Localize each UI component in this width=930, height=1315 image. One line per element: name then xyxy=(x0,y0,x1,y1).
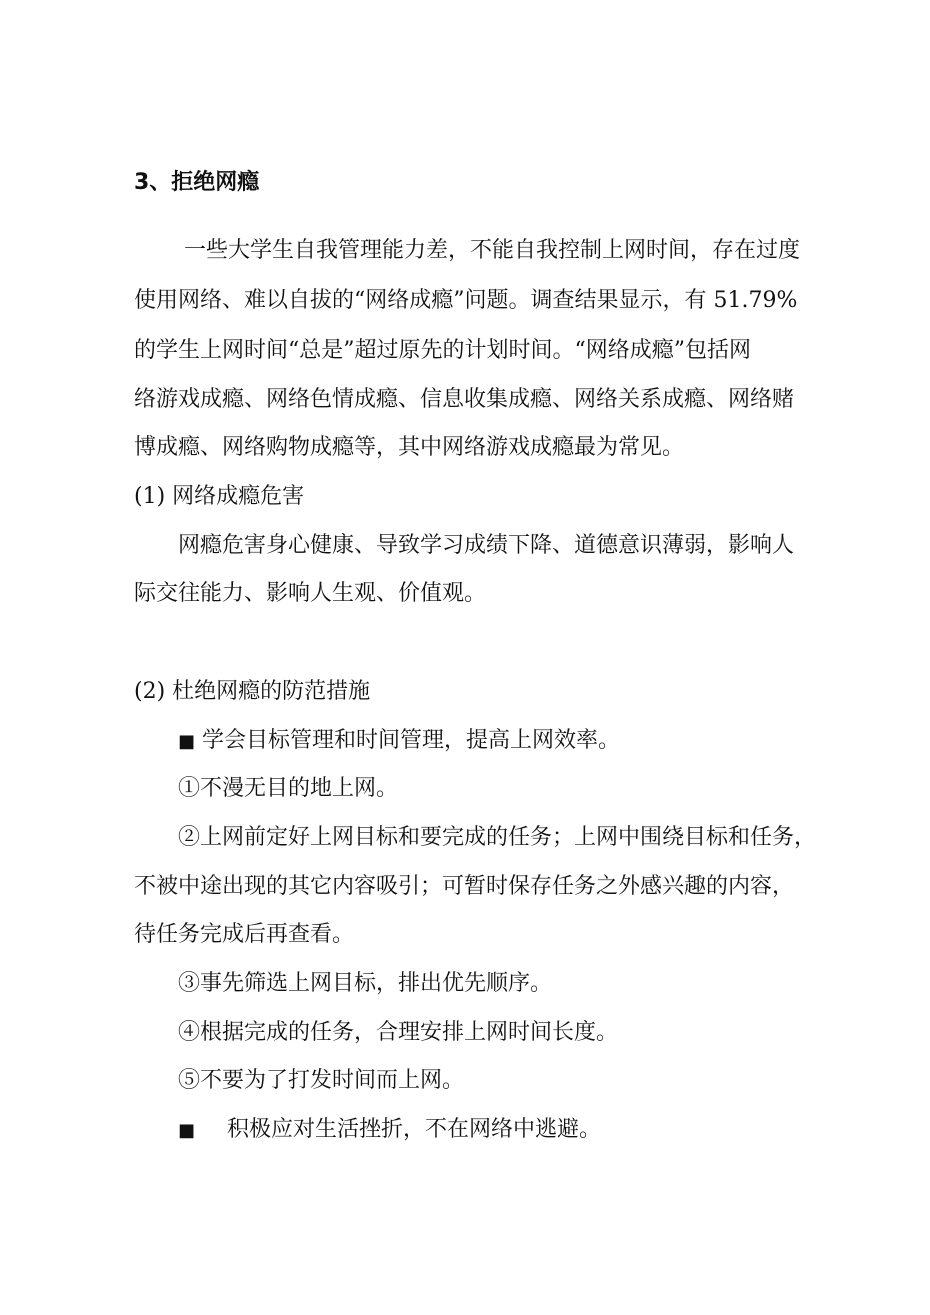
square-bullet-icon: ■ xyxy=(178,731,196,752)
list-item-1: ①不漫无目的地上网。 xyxy=(178,776,399,801)
list-item-3: ③事先筛选上网目标，排出优先顺序。 xyxy=(178,971,553,996)
list-item-2-line-1: ②上网前定好上网目标和要完成的任务；上网中围绕目标和任务， xyxy=(178,825,817,850)
intro-line-4: 络游戏成瘾、网络色情成瘾、信息收集成瘾、网络关系成瘾、网络赌 xyxy=(134,387,795,412)
intro-line-3: 的学生上网时间“总是”超过原先的计划时间。“网络成瘾”包括网 xyxy=(134,338,751,363)
bullet-item-1 xyxy=(178,726,620,757)
harm-line-2: 际交往能力、影响人生观、价值观。 xyxy=(134,581,487,606)
intro-line-2: 使用网络、难以自拔的“网络成瘾”问题。调查结果显示，有 51.79% xyxy=(134,288,798,313)
bullet-item-2 xyxy=(178,1115,601,1146)
section-heading: 3、拒绝网瘾 xyxy=(134,170,260,195)
subsection-title-1: (1) 网络成瘾危害 xyxy=(134,484,305,509)
harm-line-1: 网瘾危害身心健康、导致学习成绩下降、道德意识薄弱，影响人 xyxy=(178,533,795,558)
list-item-4: ④根据完成的任务，合理安排上网时间长度。 xyxy=(178,1020,619,1045)
list-item-2-line-2: 不被中途出现的其它内容吸引；可暂时保存任务之外感兴趣的内容， xyxy=(134,874,795,899)
bullet-text: 学会目标管理和时间管理，提高上网效率。 xyxy=(195,728,621,753)
intro-line-5: 博成瘾、网络购物成瘾等，其中网络游戏成瘾最为常见。 xyxy=(134,435,685,460)
list-item-5: ⑤不要为了打发时间而上网。 xyxy=(178,1068,465,1093)
list-item-2-line-3: 待任务完成后再查看。 xyxy=(134,922,355,947)
subsection-title-2: (2) 杜绝网瘾的防范措施 xyxy=(134,679,371,704)
intro-line-1: 一些大学生自我管理能力差，不能自我控制上网时间，存在过度 xyxy=(184,238,801,263)
bullet-text: 积极应对生活挫折，不在网络中逃避。 xyxy=(227,1117,602,1142)
square-bullet-icon: ■ xyxy=(178,1120,196,1141)
